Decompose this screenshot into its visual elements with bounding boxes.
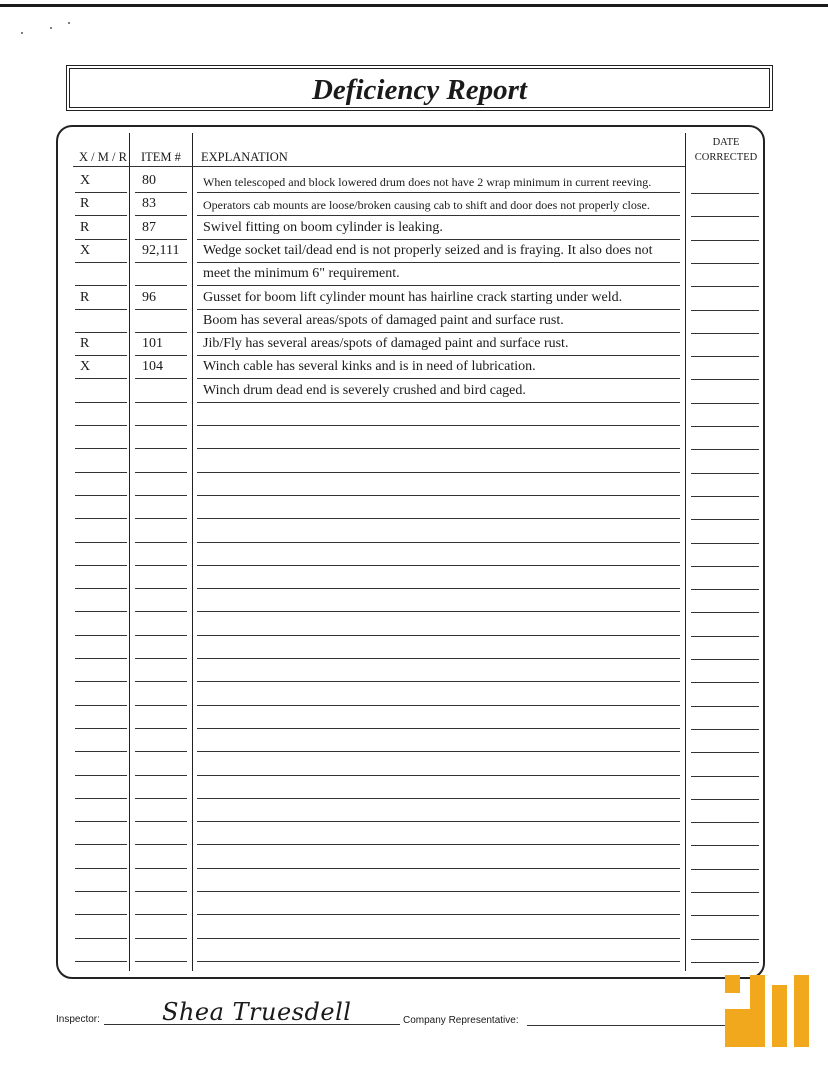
row-rule xyxy=(135,565,187,566)
row-rule xyxy=(135,472,187,473)
company-rep-label: Company Representative: xyxy=(403,1015,519,1026)
row-rule xyxy=(75,681,127,682)
row-rule xyxy=(197,705,680,706)
row-code: X xyxy=(80,359,91,374)
row-explanation: Gusset for boom lift cylinder mount has hairline crack starting under weld. xyxy=(203,290,623,305)
row-rule xyxy=(197,565,680,566)
row-rule xyxy=(135,309,187,310)
row-rule xyxy=(691,636,759,637)
row-item-number: 101 xyxy=(142,336,163,351)
row-rule xyxy=(75,448,127,449)
row-explanation: Jib/Fly has several areas/spots of damaged paint and surface rust. xyxy=(203,336,569,351)
row-rule xyxy=(691,659,759,660)
row-rule xyxy=(197,588,680,589)
row-rule xyxy=(135,542,187,543)
row-rule xyxy=(135,332,187,333)
top-border xyxy=(0,4,828,7)
row-rule xyxy=(691,822,759,823)
row-rule xyxy=(197,728,680,729)
row-rule xyxy=(691,962,759,963)
row-explanation: When telescoped and block lowered drum does not have 2 wrap minimum in current reeving. xyxy=(203,175,652,189)
row-rule xyxy=(197,495,680,496)
row-code: R xyxy=(80,196,90,211)
row-rule xyxy=(75,844,127,845)
row-rule xyxy=(197,402,680,403)
column-divider-item xyxy=(192,133,193,971)
row-rule xyxy=(197,914,680,915)
row-rule xyxy=(691,473,759,474)
row-item-number: 87 xyxy=(142,220,156,235)
row-rule xyxy=(197,635,680,636)
row-code: X xyxy=(80,173,91,188)
row-explanation: Wedge socket tail/dead end is not properly seized and is fraying. It also does not xyxy=(203,243,653,258)
header-date-line1: DATE xyxy=(712,137,740,148)
row-rule xyxy=(135,914,187,915)
row-rule xyxy=(691,426,759,427)
row-rule xyxy=(197,285,680,286)
row-rule xyxy=(135,961,187,962)
row-rule xyxy=(691,776,759,777)
row-rule xyxy=(197,844,680,845)
row-rule xyxy=(691,519,759,520)
row-explanation: Swivel fitting on boom cylinder is leaking. xyxy=(203,220,443,235)
row-rule xyxy=(691,706,759,707)
row-rule xyxy=(75,565,127,566)
row-rule xyxy=(135,681,187,682)
row-rule xyxy=(135,192,187,193)
row-rule xyxy=(75,705,127,706)
row-rule xyxy=(691,286,759,287)
row-explanation: meet the minimum 6" requirement. xyxy=(203,266,400,281)
header-code: X / M / R xyxy=(79,150,127,164)
row-rule xyxy=(75,938,127,939)
row-rule xyxy=(75,751,127,752)
row-rule xyxy=(135,658,187,659)
header-date-corrected xyxy=(688,135,764,165)
row-rule xyxy=(691,543,759,544)
row-rule xyxy=(135,239,187,240)
row-code: R xyxy=(80,220,90,235)
row-rule xyxy=(197,192,680,193)
row-explanation: Boom has several areas/spots of damaged paint and surface rust. xyxy=(203,313,564,328)
row-rule xyxy=(197,472,680,473)
row-rule xyxy=(197,611,680,612)
row-rule xyxy=(135,775,187,776)
row-rule xyxy=(197,425,680,426)
company-logo-icon xyxy=(722,973,810,1047)
row-rule xyxy=(691,729,759,730)
row-rule xyxy=(691,403,759,404)
row-rule xyxy=(135,262,187,263)
row-rule xyxy=(75,611,127,612)
row-rule xyxy=(197,681,680,682)
row-rule xyxy=(75,332,127,333)
row-rule xyxy=(197,378,680,379)
row-rule xyxy=(135,425,187,426)
row-rule xyxy=(691,566,759,567)
row-rule xyxy=(197,868,680,869)
row-rule xyxy=(691,240,759,241)
row-code: X xyxy=(80,243,91,258)
row-rule xyxy=(75,658,127,659)
row-rule xyxy=(75,588,127,589)
row-rule xyxy=(135,728,187,729)
row-rule xyxy=(691,263,759,264)
row-rule xyxy=(135,518,187,519)
row-rule xyxy=(691,356,759,357)
row-rule xyxy=(135,821,187,822)
row-item-number: 80 xyxy=(142,173,156,188)
scan-speck xyxy=(21,32,23,34)
row-rule xyxy=(135,355,187,356)
row-rule xyxy=(75,868,127,869)
row-rule xyxy=(75,425,127,426)
row-rule xyxy=(75,402,127,403)
row-rule xyxy=(75,518,127,519)
company-rep-signature-line xyxy=(527,1025,727,1026)
column-divider-code xyxy=(129,133,130,971)
row-rule xyxy=(75,285,127,286)
header-item: ITEM # xyxy=(141,150,181,164)
row-rule xyxy=(135,495,187,496)
row-rule xyxy=(691,589,759,590)
row-explanation: Winch cable has several kinks and is in need of lubrication. xyxy=(203,359,536,374)
row-rule xyxy=(197,961,680,962)
row-rule xyxy=(691,799,759,800)
row-rule xyxy=(691,449,759,450)
row-rule xyxy=(197,775,680,776)
row-rule xyxy=(75,821,127,822)
row-rule xyxy=(197,891,680,892)
row-rule xyxy=(197,938,680,939)
row-rule xyxy=(135,378,187,379)
row-rule xyxy=(75,775,127,776)
row-rule xyxy=(197,355,680,356)
row-rule xyxy=(691,682,759,683)
row-rule xyxy=(75,914,127,915)
row-rule xyxy=(75,215,127,216)
row-rule xyxy=(135,938,187,939)
row-rule xyxy=(75,472,127,473)
row-rule xyxy=(691,310,759,311)
row-item-number: 92,111 xyxy=(142,243,180,258)
row-rule xyxy=(197,658,680,659)
row-rule xyxy=(691,496,759,497)
row-rule xyxy=(691,915,759,916)
row-item-number: 104 xyxy=(142,359,163,374)
row-code: R xyxy=(80,290,90,305)
row-item-number: 96 xyxy=(142,290,156,305)
row-rule xyxy=(691,892,759,893)
row-rule xyxy=(197,751,680,752)
row-rule xyxy=(691,845,759,846)
title-box xyxy=(66,65,773,111)
scan-speck xyxy=(68,22,70,24)
row-rule xyxy=(75,635,127,636)
row-rule xyxy=(75,192,127,193)
row-rule xyxy=(75,262,127,263)
row-rule xyxy=(135,868,187,869)
page-title: Deficiency Report xyxy=(311,74,527,106)
row-rule xyxy=(197,215,680,216)
row-rule xyxy=(75,355,127,356)
row-rule xyxy=(135,588,187,589)
row-rule xyxy=(197,309,680,310)
header-rule xyxy=(73,166,685,167)
row-rule xyxy=(135,751,187,752)
row-rule xyxy=(197,518,680,519)
row-rule xyxy=(691,869,759,870)
row-rule xyxy=(197,821,680,822)
row-explanation: Winch drum dead end is severely crushed and bird caged. xyxy=(203,383,526,398)
row-rule xyxy=(135,402,187,403)
row-rule xyxy=(135,448,187,449)
row-rule xyxy=(691,752,759,753)
row-rule xyxy=(691,333,759,334)
row-rule xyxy=(135,891,187,892)
row-rule xyxy=(135,844,187,845)
row-rule xyxy=(75,309,127,310)
header-date-line2: CORRECTED xyxy=(694,152,758,163)
row-rule xyxy=(691,193,759,194)
row-rule xyxy=(75,728,127,729)
row-rule xyxy=(75,798,127,799)
row-rule xyxy=(75,495,127,496)
row-rule xyxy=(197,332,680,333)
row-rule xyxy=(197,239,680,240)
row-rule xyxy=(75,542,127,543)
row-rule xyxy=(197,448,680,449)
inspector-signature: Shea Truesdell xyxy=(162,998,352,1026)
row-rule xyxy=(691,216,759,217)
row-rule xyxy=(197,542,680,543)
row-rule xyxy=(691,379,759,380)
row-rule xyxy=(197,798,680,799)
inspector-label: Inspector: xyxy=(56,1014,100,1025)
row-rule xyxy=(691,612,759,613)
header-explanation: EXPLANATION xyxy=(201,150,288,164)
row-rule xyxy=(75,378,127,379)
row-item-number: 83 xyxy=(142,196,156,211)
row-explanation: Operators cab mounts are loose/broken causing cab to shift and door does not properly close. xyxy=(203,198,650,212)
row-code: R xyxy=(80,336,90,351)
row-rule xyxy=(75,891,127,892)
row-rule xyxy=(197,262,680,263)
row-rule xyxy=(75,239,127,240)
row-rule xyxy=(135,611,187,612)
row-rule xyxy=(691,939,759,940)
row-rule xyxy=(135,635,187,636)
row-rule xyxy=(135,285,187,286)
row-rule xyxy=(135,705,187,706)
row-rule xyxy=(75,961,127,962)
scan-speck xyxy=(50,27,52,29)
row-rule xyxy=(135,798,187,799)
row-rule xyxy=(135,215,187,216)
column-divider-explanation xyxy=(685,133,686,971)
